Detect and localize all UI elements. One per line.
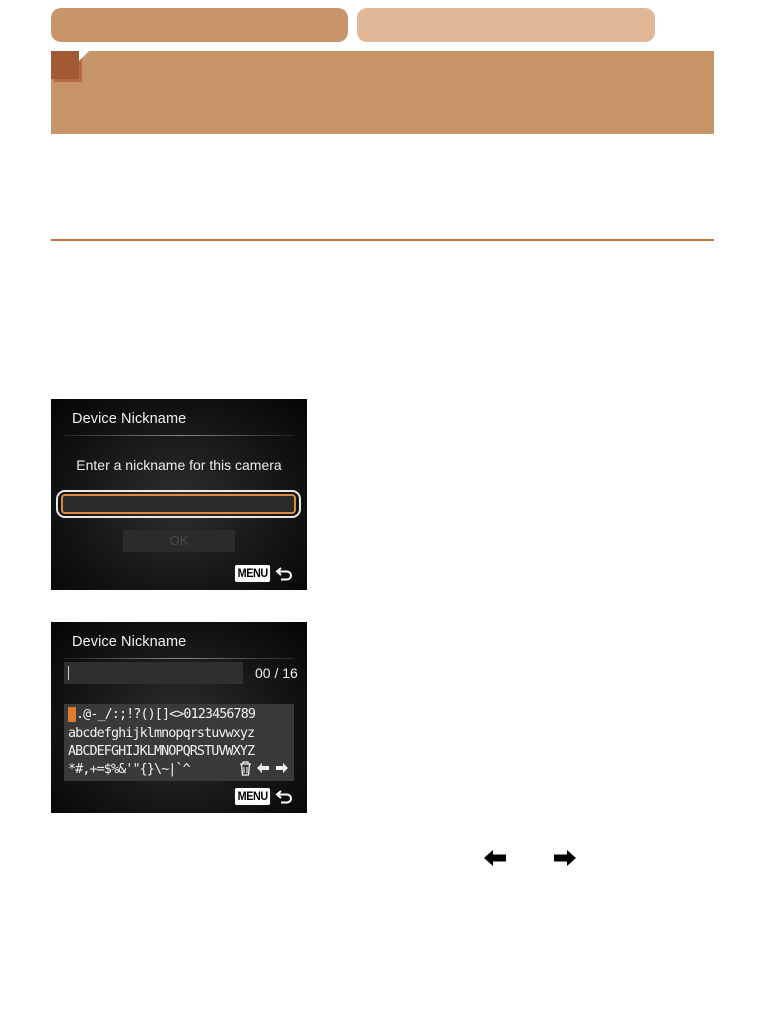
section-tab-2[interactable]	[357, 8, 655, 42]
keyboard-row-symbols-digits[interactable]	[68, 706, 255, 723]
on-screen-keyboard[interactable]	[64, 704, 294, 781]
back-arrow-icon	[275, 565, 295, 581]
nickname-prompt: Enter a nickname for this camera	[76, 457, 282, 473]
right-arrow-icon	[553, 848, 577, 868]
screen-title: Device Nickname	[72, 634, 187, 650]
section-tab-1[interactable]	[51, 8, 348, 42]
character-count: 00 / 16	[255, 665, 298, 681]
left-arrow-icon[interactable]	[256, 761, 270, 779]
text-cursor	[68, 666, 69, 680]
camera-screen-keyboard	[51, 622, 307, 813]
right-arrow-icon[interactable]	[275, 761, 289, 779]
camera-screen-nickname-prompt	[51, 399, 307, 590]
chapter-marker-icon	[51, 51, 79, 79]
keyboard-row-lowercase[interactable]: abcdefghijklmnopqrstuvwxyz	[68, 726, 255, 741]
menu-key-label: MENU	[235, 788, 270, 805]
keyboard-row-uppercase[interactable]: ABCDEFGHIJKLMNOPQRSTUVWXYZ	[68, 744, 255, 759]
trash-icon[interactable]	[239, 761, 252, 780]
ok-button[interactable]: OK	[123, 530, 235, 552]
left-arrow-icon	[483, 848, 507, 868]
menu-key-label: MENU	[235, 565, 270, 582]
section-divider	[51, 239, 714, 241]
screen-title: Device Nickname	[72, 411, 187, 427]
back-arrow-icon	[275, 788, 295, 804]
keyboard-row-1-text: .@-_/:;!?()[]<>0123456789	[76, 707, 256, 722]
title-underline	[64, 435, 294, 436]
menu-back-button[interactable]	[233, 787, 295, 805]
nickname-entry-field[interactable]	[64, 662, 243, 684]
nickname-input[interactable]	[61, 494, 296, 514]
keyboard-row-special[interactable]: *#,+=$%&'"{}\~|`^	[68, 762, 190, 777]
banner-notch	[79, 51, 89, 61]
title-underline	[64, 658, 294, 659]
header-banner	[51, 51, 714, 134]
keyboard-selected-key[interactable]	[68, 707, 76, 722]
menu-back-button[interactable]	[233, 564, 295, 582]
